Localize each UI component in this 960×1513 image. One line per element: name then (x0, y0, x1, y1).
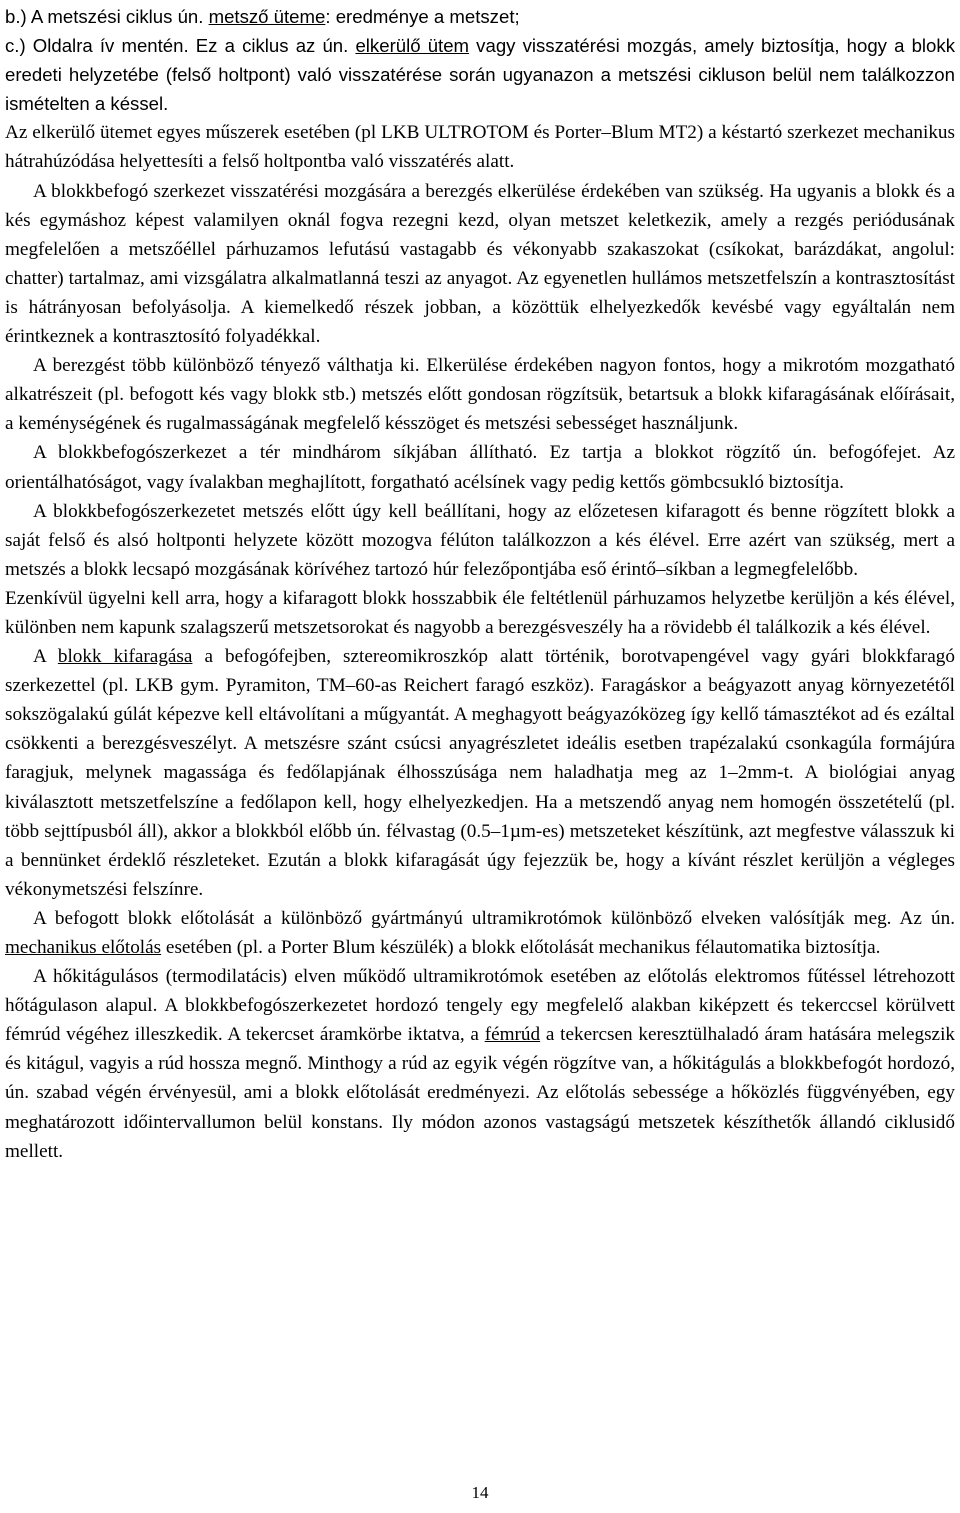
paragraph-mechanical-advance (5, 904, 955, 962)
term-mechanical-advance: mechanikus előtolás (5, 937, 162, 958)
paragraph-block-trimming (5, 642, 955, 904)
text-run: A befogott blokk előtolását a különböző gyártmányú ultramikrotómok különböző elveken valósítják meg. Az ún. (33, 907, 955, 929)
text-run: c.) Oldalra ív mentén. Ez a ciklus az ún. (5, 35, 356, 57)
text-run: esetében (pl. a Porter Blum készülék) a blokk előtolását mechanikus félautomatika biztosítja. (161, 937, 881, 958)
paragraph-block-holder-setup: A blokkbefogószerkezetet metszés előtt úgy kell beállítani, hogy az előzetesen kifaragott és benne rögzített blokk a saját felső és alsó holtponti helyzete között mozogva félúton találkozzon a kés élével. Erre azért van szükség, mert a metszés a blokk lecsapó mozgásának körívéhez tartozó húr felezőpontjába eső érintő–síkban a legmegfelelőbb. (5, 500, 955, 580)
page-content (5, 2, 955, 1166)
text-run: vagy visszatérési mozgás, amely biztosítja, hogy a blokk eredeti helyzetébe (felső holtpont) való visszatérése során ugyanazon a metszési cikluson belül nem találkozzon ismételten a késsel. (5, 35, 955, 115)
text-run: a befogófejben, sztereomikroszkóp alatt történik, borotvapengével vagy gyári blokkfaragó szerkezettel (pl. LKB gym. Pyramiton, TM–60-as Reichert faragó eszköz). Faragáskor a beágyazott anyag környezetétől sokszögalakú gúlát képezve kell eltávolítani a műgyantát. A meghagyott beágyazóközeg így kellő támasztékot ad és ezáltal csökkenti a berezgésveszélyt. A metszésre szánt csúcsi anyagrészletet ideális esetben trapézalakú csonkagúla formájúra faragjuk, melynek magassága és fedőlapjának élhosszúsága nem haladhatja meg az 1–2mm-t. A biológiai anyag kiválasztott metszetfelszíne a fedőlapon kell, hogy elhelyezkedjen. Ha a metszendő anyag nem homogén összetételű (pl. több sejttípusból áll), akkor a blokkból előbb ún. félvastag (0.5–1µm-es) metszeteket készítünk, azt megfestve válasszuk ki a bennünket érdeklő részleteket. Ezután a blokk kifaragását úgy fejezzük be, hogy a kívánt részlet kerüljön a végleges vékonymetszési felszínre. (5, 646, 955, 900)
text-run: A (33, 646, 58, 668)
paragraph-block-holder: A blokkbefogószerkezet a tér mindhárom síkjában állítható. Ez tartja a blokkot rögzítő ún. befogófejet. Az orientálhatóságot, vagy ívalakban meghajlított, forgatható acélsínek vagy pedig kettős gömbcsukló biztosítja. (5, 442, 955, 493)
text-run: A hőkitágulásos (termodilatácis) elven működő ultramikrotómok esetében az előtolás elektromos fűtéssel létrehozott hőtágulason alapul. A blokkbefogószerkezetet hordozó tengely egy megfelelő alakban kiképzett és tekerccsel körülvett fémrúd végéhez illeszkedik. A tekercset áramkörbe iktatva, a (5, 966, 955, 1046)
paragraph-vibration-causes: A berezgést több különböző tényező válthatja ki. Elkerülése érdekében nagyon fontos, hogy a mikrotóm mozgatható alkatrészeit (pl. befogott kés vagy blokk stb.) metszés előtt gondosan rögzítsük, betartsuk a blokk kifaragásának előírásait, a keménységének és rugalmasságának megfelelő késszöget és metszési sebességet használjunk. (5, 355, 955, 435)
text-run: : eredménye a metszet; (325, 6, 520, 27)
paragraph-retraction: Az elkerülő ütemet egyes műszerek esetében (pl LKB ULTROTOM és Porter–Blum MT2) a késtartó szerkezet mechanikus hátrahúzódása helyettesíti a felső holtpontba való visszatérés alatt. (5, 122, 955, 173)
page-number: 14 (471, 1483, 489, 1502)
term-metal-rod: fémrúd (484, 1024, 541, 1046)
paragraph-return-stroke (5, 31, 955, 118)
text-run: b.) A metszési ciklus ún. (5, 6, 209, 27)
paragraph-thermal-advance (5, 962, 955, 1166)
term-block-trimming: blokk kifaragása (57, 646, 193, 668)
paragraph-edge-alignment: Ezenkívül ügyelni kell arra, hogy a kifaragott blokk hosszabbik éle feltétlenül párhuzamos helyzetbe kerüljön a kés élével, különben nem kapunk szalagszerű metszetsorokat és nagyobb a berezgésveszély ha a rövidebb él találkozik a kés élével. (5, 587, 955, 638)
paragraph-vibration: A blokkbefogó szerkezet visszatérési mozgására a berezgés elkerülése érdekében van szükség. Ha ugyanis a blokk és a kés egymáshoz képest valamilyen oknál fogva rezegni kezd, olyan metszet keletkezik, amely a rezgés periódusának megfelelően a metszőéllel párhuzamos lefutású vastagabb és vékonyabb szakaszokat (csíkokat, barázdákat, angolul: chatter) tartalmaz, ami vizsgálatra alkalmatlanná teszi az anyagot. Az egyenetlen hullámos metszetfelszín a kontrasztosítást is hátrányosan befolyásolja. A kiemelkedő részek jobban, a közöttük elhelyezkedők kevésbé vagy egyáltalán nem érintkeznek a kontrasztosító folyadékkal. (5, 180, 955, 348)
term-return-stroke: elkerülő ütem (355, 35, 470, 57)
term-cutting-stroke: metsző üteme (208, 6, 326, 27)
paragraph-cutting-cycle (5, 2, 955, 31)
text-run: a tekercsen keresztülhaladó áram hatására melegszik és kitágul, vagyis a rúd hossza megnő. Minthogy a rúd az egyik végén rögzítve van, a hőkitágulás a blokkbefogót hordozó, ún. szabad végén érvényesül, ami a blokk előtolását eredményezi. Az előtolás sebessége a hőközlés függvényében, egy meghatározott időintervallumon belül konstans. Ily módon azonos vastagságú metszetek készíthetők állandó ciklusidő mellett. (5, 1024, 955, 1162)
